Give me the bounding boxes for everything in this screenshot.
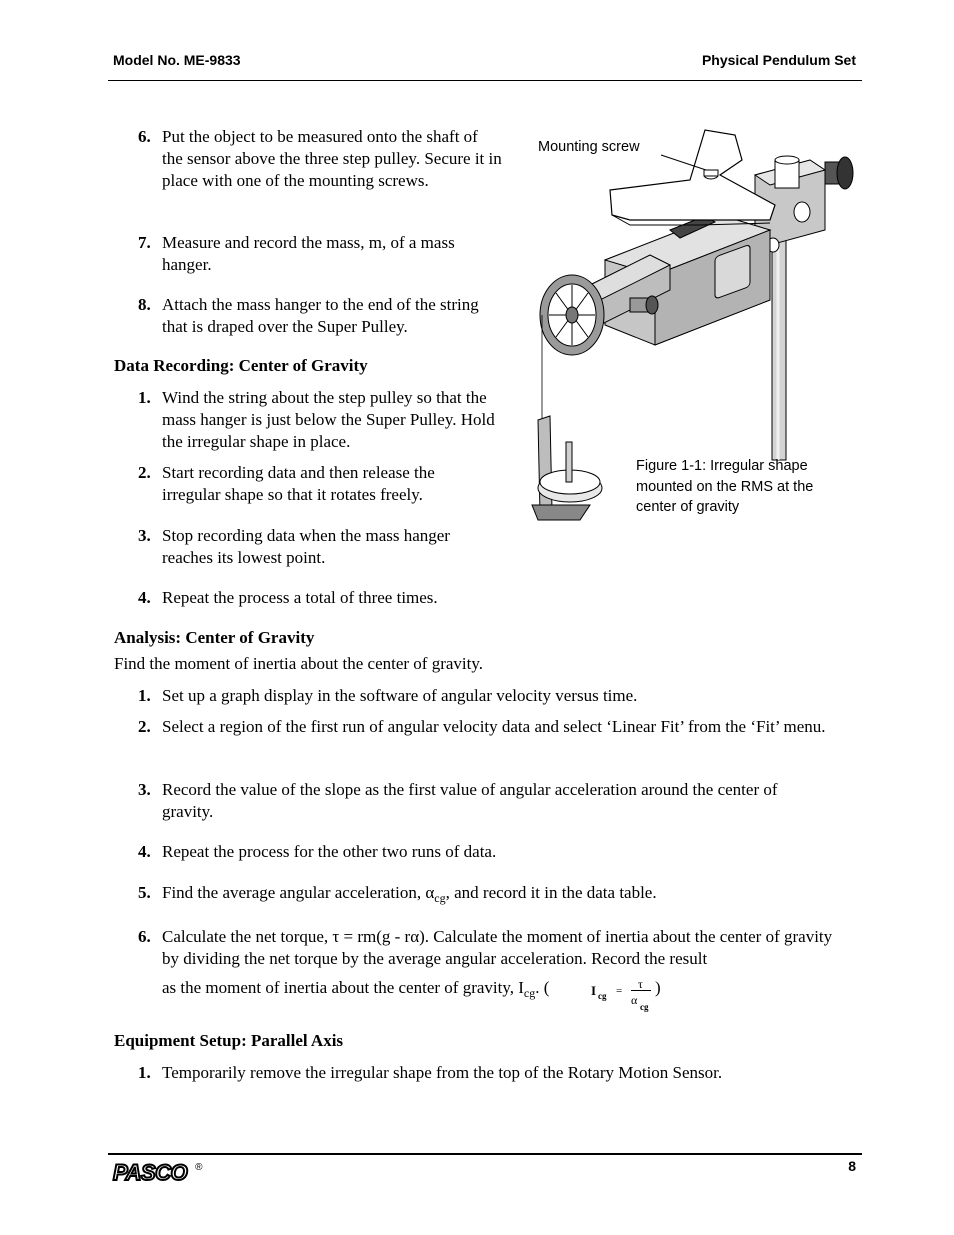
list-item: 3. Record the value of the slope as the first value of angular acceleration around the center of gravity. [138,780,778,821]
section-heading: Equipment Setup: Parallel Axis [114,1031,344,1050]
figure-label: Mounting screw [538,139,640,155]
list-item: 8. Attach the mass hanger to the end of the string that is draped over the Super Pulley. [138,295,479,336]
header-rule [108,80,862,81]
list-item: 4. Repeat the process a total of three times. [138,588,438,607]
list-item: 1. Temporarily remove the irregular shape from the top of the Rotary Motion Sensor. [138,1063,723,1082]
list-item: 2. Select a region of the first run of angular velocity data and select ‘Linear Fit’ from the ‘Fit’ menu. [138,717,826,736]
list-item: 6. Calculate the net torque, τ = rm(g - rα). Calculate the moment of inertia about the center of gravity by dividing the net torque by the average angular acceleration. Record the result [138,927,833,968]
list-item: 5. Find the average angular acceleration, $\alpha_{cg}$, and record it in the data table. [138,883,657,905]
pasco-logo: PASCO ® [113,1160,203,1185]
footer-rule [108,1153,862,1155]
list-item: 3. Stop recording data when the mass hanger reaches its lowest point. [138,526,450,567]
model-number: Model No. ME-9833 [113,52,241,68]
figure-caption: Figure 1-1: Irregular shape mounted on the RMS at the center of gravity [636,458,814,515]
list-item: 7. Measure and record the mass, m, of a mass hanger. [138,233,455,274]
page-number: 8 [848,1158,856,1174]
section-heading: Analysis: Center of Gravity [114,628,315,647]
list-item: 1. Wind the string about the step pulley so that the mass hanger is just below the Super Pulley. Hold the irregular shape in place. [138,388,495,451]
list-item: 6. Put the object to be measured onto the shaft of the sensor above the three step pulley. Secure it in place with one of the mounting screws. [138,127,502,190]
list-item: 4. Repeat the process for the other two runs of data. [138,842,497,861]
list-item: 2. Start recording data and then release the irregular shape so that it rotates freely. [138,463,435,504]
document-title: Physical Pendulum Set [701,52,856,68]
intro-text: Find the moment of inertia about the center of gravity. [114,654,484,673]
inertia-formula: I cg = τ α cg ) [591,977,661,1012]
list-item-continuation: as the moment of inertia about the center of gravity, $I_{cg}$. ( I cg = τ α cg ) [162,977,834,1011]
list-item: 1. Set up a graph display in the software of angular velocity versus time. [138,686,638,705]
section-heading: Data Recording: Center of Gravity [114,356,368,375]
